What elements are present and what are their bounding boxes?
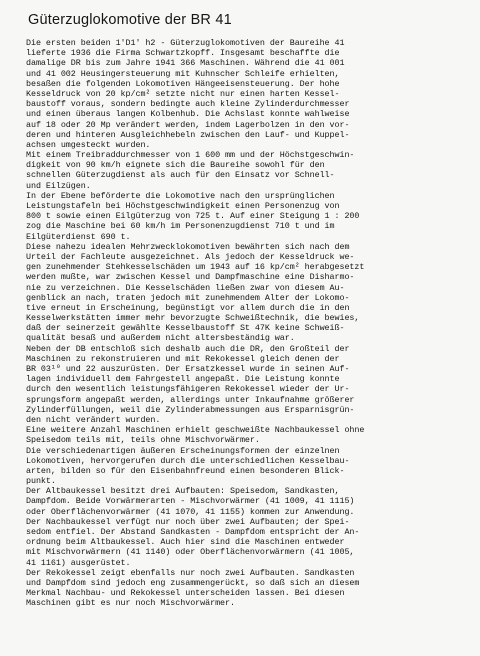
document-title: Güterzuglokomotive der BR 41 bbox=[28, 12, 232, 28]
body-text-line: Maschinen zu rekonstruieren und mit Rekokessel gleich denen der bbox=[26, 353, 340, 364]
body-text-line: und einen überaus langen Kolbenhub. Die Achslast konnte wahlweise bbox=[26, 109, 350, 120]
body-text-line: Eine weitere Anzahl Maschinen erhielt geschweißte Nachbaukessel ohne bbox=[26, 425, 365, 436]
body-text-line: Die verschiedenartigen äußeren Erscheinungsformen der einzelnen bbox=[26, 445, 340, 456]
body-text-line: Der Nachbaukessel verfügt nur noch über zwei Aufbauten; der Spei- bbox=[26, 516, 350, 527]
body-text-line: besaßen die folgenden Lokomotiven Hängeeisensteuerung. Der hohe bbox=[26, 78, 340, 89]
body-text-line: und Dampfdom sind jedoch eng zusammengerückt, so daß sich an diesem bbox=[26, 577, 360, 588]
body-text-line: Merkmal Nachbau- und Rekokessel unterscheiden lassen. Bei diesen bbox=[26, 588, 345, 599]
body-text-line: punkt. bbox=[26, 476, 56, 487]
body-text-line: Diese nahezu idealen Mehrzwecklokomotiven bewährten sich nach dem bbox=[26, 241, 350, 252]
body-text-line: Urteil der Fachleute ausgezeichnet. Als jedoch der Kesseldruck we- bbox=[26, 251, 355, 262]
body-text-line: zog die Maschine bei 60 km/h im Personenzugdienst 710 t und im bbox=[26, 221, 335, 232]
body-text-line: gen zunehmender Stehkesselschäden um 1943 auf 16 kp/cm² herabgesetzt bbox=[26, 262, 365, 273]
body-text-line: den nicht verändert wurden. bbox=[26, 414, 161, 425]
body-text-line: Speisedom teils mit, teils ohne Mischvorwärmer. bbox=[26, 435, 260, 446]
body-text-line: digkeit von 90 km/h eignete sich die Baureihe sowohl für den bbox=[26, 160, 325, 171]
body-text-line: Kesseldruck von 20 kp/cm² setzte nicht nur einen harten Kessel- bbox=[26, 88, 340, 99]
body-text-line: Der Rekokessel zeigt ebenfalls nur noch zwei Aufbauten. Sandkasten bbox=[26, 567, 355, 578]
body-text-line: Kesselwerkstätten immer mehr bevorzugte Schweißtechnik, die bewies, bbox=[26, 313, 360, 324]
body-text-line: baustoff voraus, sondern bedingte auch kleine Zylinderdurchmesser bbox=[26, 99, 350, 110]
body-text-line: sedom entfiel. Der Abstand Sandkasten - Dampfdom entspricht der An- bbox=[26, 527, 360, 537]
body-text-line: BR 03¹⁰ und 22 auszurüsten. Der Ersatzkessel wurde in seinen Auf- bbox=[26, 364, 350, 374]
body-text-line: tive erneut in Erscheinung, begünstigt vor allem durch die in den bbox=[26, 302, 350, 313]
body-text-line: mit Mischvorwärmern (41 1140) oder Oberflächenvorwärmern (41 1005, bbox=[26, 547, 355, 558]
body-text-line: und Eilzügen. bbox=[26, 180, 91, 191]
body-text-line: auf 18 oder 20 Mp verändert werden, indem Lagerbolzen in den vor- bbox=[26, 119, 350, 130]
document-body bbox=[26, 38, 458, 609]
body-text-line: daß der seinerzeit gewählte Kesselbaustoff St 47K keine Schweiß- bbox=[26, 323, 345, 334]
body-text-line: Neben der DB entschloß sich deshalb auch die DR, den Großteil der bbox=[26, 343, 350, 354]
body-text-line: werden mußte, war zwischen Kessel und Dampfmaschine eine Disharmo- bbox=[26, 272, 355, 283]
body-text-line: lieferte 1936 die Firma Schwartzkopff. Insgesamt beschaffte die bbox=[26, 48, 340, 59]
body-text-line: Dampfdom. Beide Vorwärmerarten - Mischvorwärmer (41 1009, 41 1115) bbox=[26, 496, 355, 507]
body-text-line: damalige DR bis zum Jahre 1941 366 Maschinen. Während die 41 001 bbox=[26, 58, 345, 69]
body-text-line: qualität besaß und außerdem nicht altersbeständig war. bbox=[26, 333, 295, 344]
body-text-line: Der Altbaukessel besitzt drei Aufbauten: Speisedom, Sandkasten, bbox=[26, 486, 340, 497]
body-text-line: 41 1161) ausgerüstet. bbox=[26, 557, 131, 568]
body-text-line: arten, bilden so für den Eisenbahnfreund einen besonderen Blick- bbox=[26, 465, 345, 476]
body-text-line: In der Ebene beförderte die Lokomotive nach den ursprünglichen bbox=[26, 190, 335, 201]
body-text-line: Die ersten beiden 1'D1' h2 - Güterzuglokomotiven der Baureihe 41 bbox=[26, 38, 345, 48]
body-text-line: achsen umgesteckt wurden. bbox=[26, 139, 151, 150]
body-text-line: nie zu verzeichnen. Die Kesselschäden ließen zwar von diesem Au- bbox=[26, 282, 345, 293]
body-text-line: 800 t sowie einen Eilgüterzug von 725 t. Auf einer Steigung 1 : 200 bbox=[26, 211, 360, 222]
body-text-line: genblick an nach, traten jedoch mit zunehmendem Alter der Lokomo- bbox=[26, 292, 350, 303]
body-text-line: Leistungstafeln bei Höchstgeschwindigkeit einen Personenzug von bbox=[26, 201, 340, 211]
body-text-line: lagen individuell dem Fahrgestell angepaßt. Die Leistung konnte bbox=[26, 374, 340, 385]
body-text-line: deren und hinteren Ausgleichhebeln zwischen den Lauf- und Kuppel- bbox=[26, 129, 350, 140]
body-text-line: Zylinderfüllungen, weil die Zylinderabmessungen aus Ersparnisgrün- bbox=[26, 404, 355, 415]
body-text-line: Eilgüterdienst 690 t. bbox=[26, 231, 131, 242]
body-text-line: durch den wesentlich leistungsfähigeren Rekokessel wieder der Ur- bbox=[26, 384, 350, 395]
body-text-line: Maschinen gibt es nur noch Mischvorwärmer. bbox=[26, 598, 235, 609]
body-text-line: sprungsform angepaßt werden, allerdings unter Inkaufnahme größerer bbox=[26, 394, 355, 405]
body-text-line: Mit einem Treibraddurchmesser von 1 600 mm und der Höchstgeschwin- bbox=[26, 150, 355, 161]
body-text-line: oder Oberflächenvorwärmer (41 1070, 41 1155) kommen zur Anwendung. bbox=[26, 506, 355, 517]
body-text-line: Lokomotiven, hervorgerufen durch die unterschiedlichen Kesselbau- bbox=[26, 455, 350, 466]
body-text-line: und 41 002 Heusingersteuerung mit Kuhnscher Schleife erhielten, bbox=[26, 68, 340, 79]
body-text-line: ordnung beim Altbaukessel. Auch hier sind die Maschinen entweder bbox=[26, 537, 345, 548]
body-text-line: schnellen Güterzugdienst als auch für den Einsatz vor Schnell- bbox=[26, 170, 335, 181]
